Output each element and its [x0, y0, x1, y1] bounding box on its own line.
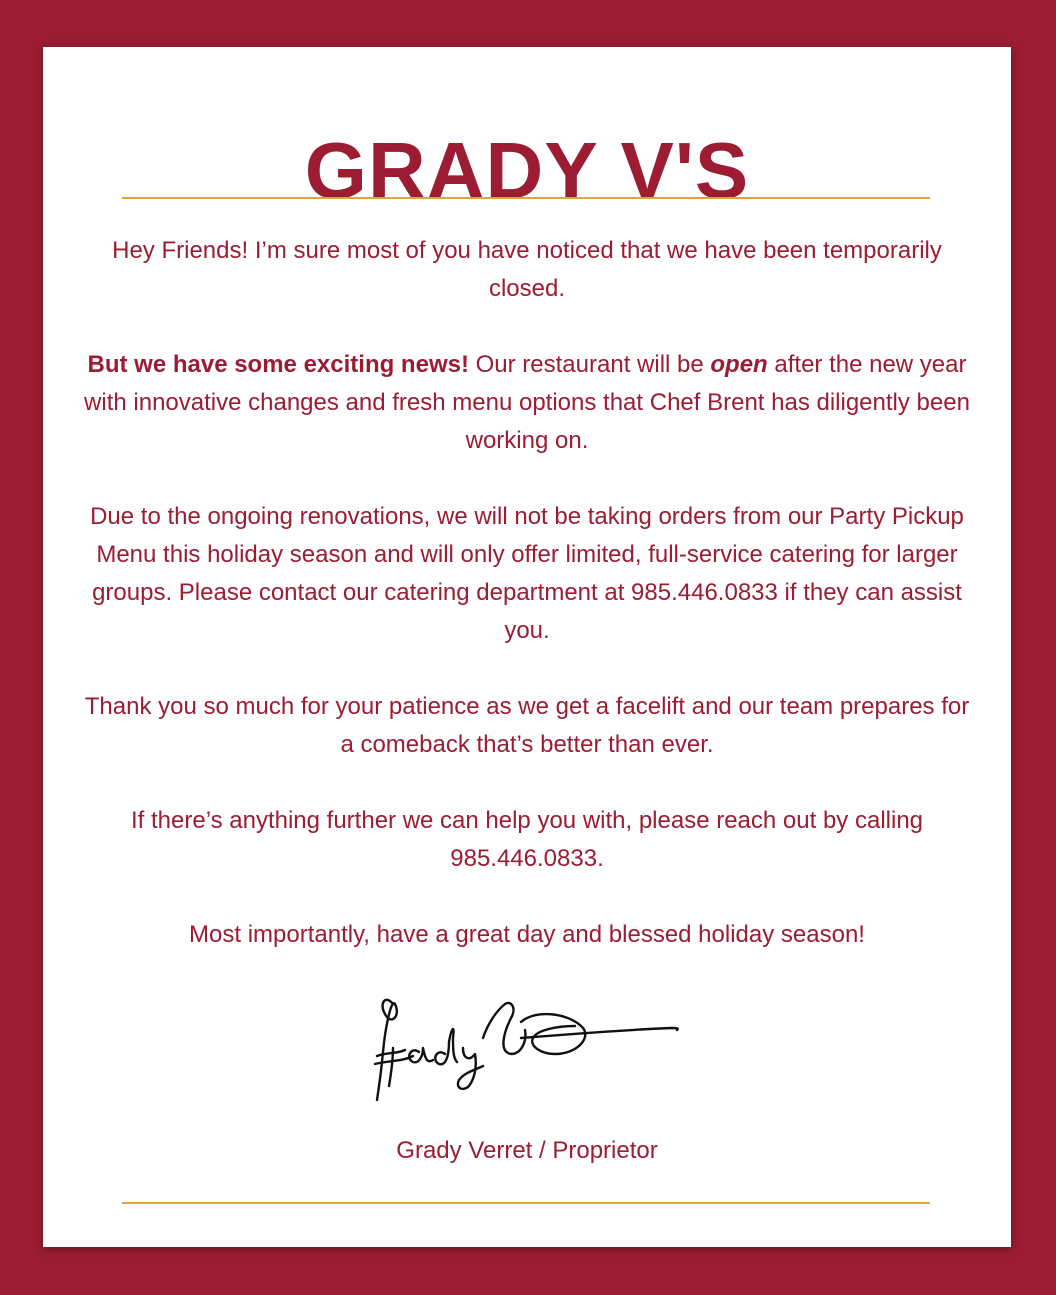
paragraph-closing: Most importantly, have a great day and blessed holiday season! — [189, 921, 865, 948]
top-divider — [122, 197, 930, 199]
bottom-divider — [122, 1202, 930, 1204]
paragraph-closed: Hey Friends! I’m sure most of you have noticed that we have been temporarily closed. — [112, 237, 942, 302]
letter-card — [43, 47, 1011, 1247]
news-text-b: after the new year with innovative changes and fresh menu options that Chef Brent has diligently been working on. — [84, 351, 970, 454]
paragraph-contact: If there’s anything further we can help you with, please reach out by calling 985.446.0833. — [130, 807, 924, 872]
paragraph-renovations: Due to the ongoing renovations, we will not be taking orders from our Party Pickup Menu this holiday season and will only offer limited, full-service catering for larger groups. Please contact our catering department at 985.446.0833 if they can assist you. — [90, 503, 964, 644]
signature-name: Grady Verret / Proprietor — [396, 1137, 658, 1164]
open-emphasis: open — [710, 351, 768, 378]
news-headline: But we have some exciting news! — [87, 351, 469, 378]
letter-body — [83, 232, 971, 992]
news-text-a: Our restaurant will be — [468, 351, 711, 378]
paragraph-thanks: Thank you so much for your patience as we get a facelift and our team prepares for a comeback that’s better than ever. — [84, 693, 970, 758]
restaurant-title: GRADY V'S — [304, 126, 750, 215]
paragraph-news — [83, 346, 971, 460]
handwritten-signature — [371, 982, 691, 1107]
